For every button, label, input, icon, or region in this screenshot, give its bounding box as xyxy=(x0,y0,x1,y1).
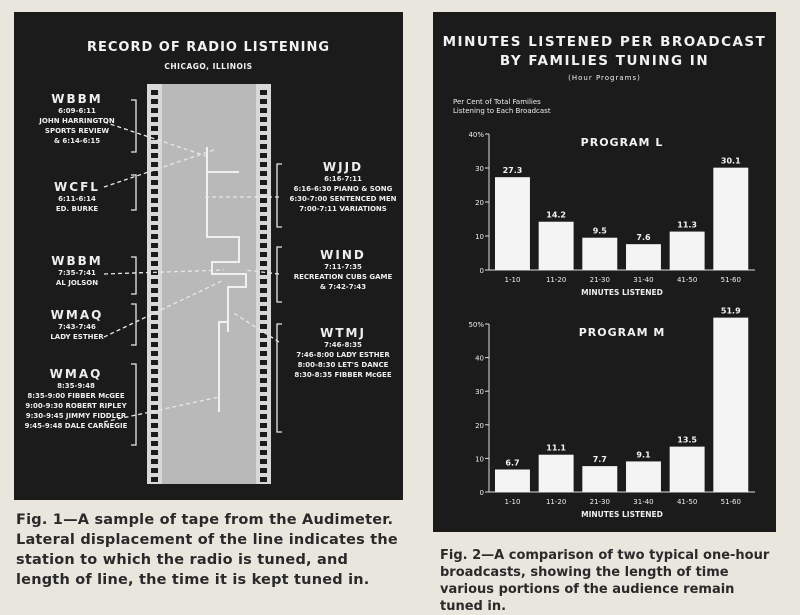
sprocket-hole xyxy=(260,243,267,248)
sprocket-hole xyxy=(151,468,158,473)
bar-11-20 xyxy=(539,222,574,270)
sprocket-hole xyxy=(260,432,267,437)
chart-title: PROGRAM L xyxy=(580,136,664,149)
sprocket-hole xyxy=(151,279,158,284)
station-line: 9:00-9:30 ROBERT RIPLEY xyxy=(25,402,127,410)
bar-21-30 xyxy=(582,238,617,270)
y-tick-label: 30 xyxy=(475,388,484,397)
sprocket-hole xyxy=(151,171,158,176)
station-line: 7:46-8:00 LADY ESTHER xyxy=(296,351,390,359)
sprocket-hole xyxy=(151,423,158,428)
bar-41-50 xyxy=(670,232,705,270)
sprocket-hole xyxy=(151,450,158,455)
sprocket-hole xyxy=(151,441,158,446)
station-wbbm-1 xyxy=(22,92,132,146)
station-call: WIND xyxy=(320,248,366,262)
data-label: 7.6 xyxy=(636,233,651,243)
station-call: WBBM xyxy=(51,92,103,106)
sprocket-hole xyxy=(151,342,158,347)
sprocket-hole xyxy=(260,315,267,320)
sprocket-hole xyxy=(260,306,267,311)
sprocket-hole xyxy=(260,405,267,410)
figure2-caption: Fig. 2—A comparison of two typical one-hour broadcasts, showing the length of time various portions of the audience remain tuned in. xyxy=(440,548,770,614)
bar-31-40 xyxy=(626,244,661,270)
figure1-caption: Fig. 1—A sample of tape from the Audimeter. Lateral displacement of the line indicates the station to which the radio is tuned, and length of line, the time it is kept tuned in. xyxy=(16,512,398,588)
station-line: 7:11-7:35 xyxy=(324,263,362,271)
station-line: 6:09-6:11 xyxy=(58,107,96,115)
sprocket-hole xyxy=(151,225,158,230)
station-wind xyxy=(284,248,402,292)
category-label: 21-30 xyxy=(589,276,610,284)
bar-51-60 xyxy=(713,168,748,270)
figure1-subtitle: CHICAGO, ILLINOIS xyxy=(164,62,253,71)
sprocket-hole xyxy=(151,180,158,185)
sprocket-hole xyxy=(260,351,267,356)
sprocket-hole xyxy=(260,180,267,185)
sprocket-hole xyxy=(260,279,267,284)
data-label: 11.1 xyxy=(546,443,567,453)
bar-1-10 xyxy=(495,469,530,492)
y-tick-label: 0 xyxy=(479,267,484,275)
category-label: 1-10 xyxy=(504,276,521,284)
sprocket-hole xyxy=(151,99,158,104)
station-line: 9:30-9:45 JIMMY FIDDLER xyxy=(25,412,127,420)
station-line: 7:35-7:41 xyxy=(58,269,96,277)
station-line: & 7:42-7:43 xyxy=(319,283,367,291)
station-line: 8:00-8:30 LET'S DANCE xyxy=(297,361,389,369)
sprocket-hole xyxy=(151,306,158,311)
sprocket-hole xyxy=(260,135,267,140)
sprocket-hole xyxy=(260,108,267,113)
sprocket-hole xyxy=(151,207,158,212)
y-tick-label: 40 xyxy=(475,354,484,363)
category-label: 1-10 xyxy=(504,498,521,506)
station-line: 6:16-6:30 PIANO & SONG xyxy=(293,185,393,193)
data-label: 7.7 xyxy=(592,455,607,465)
bar-1-10 xyxy=(495,177,530,270)
sprocket-hole xyxy=(151,405,158,410)
ylabel-line2: Listening to Each Broadcast xyxy=(453,107,551,115)
category-label: 51-60 xyxy=(720,498,741,506)
station-line: & 6:14-6:15 xyxy=(53,137,101,145)
data-label: 13.5 xyxy=(677,435,698,445)
y-tick-label: 50% xyxy=(468,321,484,329)
station-call: WMAQ xyxy=(50,308,104,322)
station-call: WJJD xyxy=(322,160,364,174)
station-line: 6:30-7:00 SENTENCED MEN xyxy=(289,195,397,203)
sprocket-hole xyxy=(260,90,267,95)
station-line: AL JOLSON xyxy=(55,279,99,287)
sprocket-hole xyxy=(260,459,267,464)
sprocket-hole xyxy=(260,378,267,383)
sprocket-hole xyxy=(260,189,267,194)
sprocket-hole xyxy=(151,144,158,149)
sprocket-hole xyxy=(151,252,158,257)
sprocket-hole xyxy=(260,414,267,419)
sprocket-hole xyxy=(151,324,158,329)
sprocket-hole xyxy=(260,252,267,257)
bar-21-30 xyxy=(582,466,617,492)
sprocket-hole xyxy=(151,378,158,383)
station-line: 8:35-9:48 xyxy=(57,382,95,390)
sprocket-hole xyxy=(260,441,267,446)
sprocket-hole xyxy=(151,117,158,122)
category-label: 11-20 xyxy=(545,276,567,284)
data-label: 30.1 xyxy=(720,156,741,166)
category-label: 31-40 xyxy=(633,276,654,284)
y-tick-label: 0 xyxy=(479,489,484,497)
figure2-title-line2: BY FAMILIES TUNING IN xyxy=(499,53,710,69)
sprocket-hole xyxy=(151,162,158,167)
data-label: 6.7 xyxy=(505,458,520,468)
data-label: 11.3 xyxy=(677,220,698,230)
sprocket-hole xyxy=(260,99,267,104)
sprocket-hole xyxy=(260,396,267,401)
station-line: 7:00-7:11 VARIATIONS xyxy=(299,205,387,213)
station-line: RECREATION CUBS GAME xyxy=(293,273,393,281)
sprocket-hole xyxy=(260,144,267,149)
bar-31-40 xyxy=(626,461,661,492)
sprocket-hole xyxy=(151,360,158,365)
station-line: 9:45-9:48 DALE CARNEGIE xyxy=(24,422,128,430)
station-line: 6:16-7:11 xyxy=(324,175,362,183)
sprocket-hole xyxy=(151,243,158,248)
station-call: WCFL xyxy=(54,180,100,194)
sprocket-hole xyxy=(260,216,267,221)
x-axis-label: MINUTES LISTENED xyxy=(581,510,663,519)
sprocket-hole xyxy=(260,450,267,455)
station-call: WMAQ xyxy=(49,367,103,381)
sprocket-hole xyxy=(260,117,267,122)
sprocket-hole xyxy=(151,315,158,320)
sprocket-hole xyxy=(151,432,158,437)
category-label: 11-20 xyxy=(545,498,567,506)
sprocket-hole xyxy=(151,459,158,464)
station-line: JOHN HARRINGTON xyxy=(39,117,115,125)
x-axis-label: MINUTES LISTENED xyxy=(581,288,663,297)
station-call: WTMJ xyxy=(320,326,366,340)
sprocket-hole xyxy=(151,261,158,266)
sprocket-hole xyxy=(260,468,267,473)
station-line: 7:46-8:35 xyxy=(324,341,362,349)
sprocket-hole xyxy=(260,207,267,212)
sprocket-hole xyxy=(151,126,158,131)
station-wcfl xyxy=(22,180,132,214)
sprocket-hole xyxy=(260,225,267,230)
sprocket-hole xyxy=(260,324,267,329)
ylabel-line1: Per Cent of Total Families xyxy=(453,98,541,106)
sprocket-hole xyxy=(151,396,158,401)
sprocket-hole xyxy=(260,423,267,428)
sprocket-hole xyxy=(151,288,158,293)
sprocket-hole xyxy=(151,90,158,95)
sprocket-hole xyxy=(151,189,158,194)
station-wjjd xyxy=(284,160,402,214)
sprocket-hole xyxy=(260,360,267,365)
sprocket-hole xyxy=(151,234,158,239)
data-label: 9.1 xyxy=(636,450,651,460)
station-line: 7:43-7:46 xyxy=(58,323,96,331)
bar-51-60 xyxy=(713,318,748,492)
sprocket-hole xyxy=(260,126,267,131)
station-line: ED. BURKE xyxy=(55,205,99,213)
category-label: 51-60 xyxy=(720,276,741,284)
station-line: LADY ESTHER xyxy=(50,333,104,341)
station-call: WBBM xyxy=(51,254,103,268)
sprocket-hole xyxy=(260,171,267,176)
figure1-title: RECORD OF RADIO LISTENING xyxy=(86,40,331,55)
y-tick-label: 40% xyxy=(468,131,484,139)
sprocket-hole xyxy=(151,477,158,482)
sprocket-hole xyxy=(151,333,158,338)
sprocket-hole xyxy=(151,198,158,203)
figure2-panel xyxy=(433,12,776,532)
category-label: 41-50 xyxy=(676,498,698,506)
y-tick-label: 10 xyxy=(475,455,484,464)
data-label: 9.5 xyxy=(592,226,607,236)
sprocket-hole xyxy=(151,369,158,374)
sprocket-hole xyxy=(260,297,267,302)
figure2-title-line1: MINUTES LISTENED PER BROADCAST xyxy=(442,34,767,50)
chart-title: PROGRAM M xyxy=(578,326,666,339)
sprocket-hole xyxy=(151,153,158,158)
category-label: 31-40 xyxy=(633,498,654,506)
data-label: 27.3 xyxy=(502,166,523,176)
sprocket-hole xyxy=(260,342,267,347)
data-label: 51.9 xyxy=(720,306,741,316)
sprocket-hole xyxy=(260,162,267,167)
station-line: 8:35-9:00 FIBBER McGEE xyxy=(27,392,125,400)
sprocket-hole xyxy=(260,288,267,293)
sprocket-hole xyxy=(260,387,267,392)
sprocket-hole xyxy=(151,297,158,302)
sprocket-hole xyxy=(151,414,158,419)
sprocket-hole xyxy=(260,261,267,266)
station-line: SPORTS REVIEW xyxy=(44,127,110,135)
y-tick-label: 20 xyxy=(475,421,484,430)
sprocket-hole xyxy=(260,153,267,158)
figure2-charts xyxy=(433,12,776,532)
sprocket-hole xyxy=(151,387,158,392)
sprocket-hole xyxy=(151,351,158,356)
y-tick-label: 10 xyxy=(475,233,484,241)
station-line: 6:11-6:14 xyxy=(58,195,96,203)
station-line: 8:30-8:35 FIBBER McGEE xyxy=(294,371,392,379)
sprocket-hole xyxy=(151,108,158,113)
bar-11-20 xyxy=(539,455,574,492)
sprocket-hole xyxy=(260,234,267,239)
y-tick-label: 30 xyxy=(475,165,484,173)
station-wmaq-1 xyxy=(22,308,132,342)
station-wtmj xyxy=(284,326,402,380)
station-wmaq-2 xyxy=(18,367,134,431)
sprocket-hole xyxy=(260,198,267,203)
figure2-subtitle: (Hour Programs) xyxy=(568,74,641,82)
sprocket-hole xyxy=(260,477,267,482)
category-label: 41-50 xyxy=(676,276,698,284)
sprocket-hole xyxy=(260,369,267,374)
station-wbbm-2 xyxy=(22,254,132,288)
y-tick-label: 20 xyxy=(475,199,484,207)
data-label: 14.2 xyxy=(546,210,567,220)
sprocket-hole xyxy=(151,216,158,221)
bar-41-50 xyxy=(670,447,705,492)
figure1-panel xyxy=(14,12,403,500)
category-label: 21-30 xyxy=(589,498,610,506)
